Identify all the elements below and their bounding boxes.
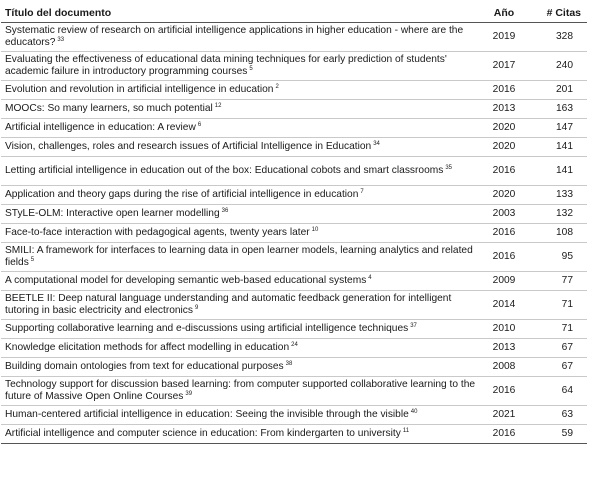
reference-number: 5 bbox=[249, 66, 253, 72]
cites-cell: 95 bbox=[527, 243, 587, 272]
document-title-cell bbox=[1, 272, 481, 291]
document-title-cell bbox=[1, 81, 481, 100]
document-title-cell bbox=[1, 224, 481, 243]
document-title-cell bbox=[1, 358, 481, 377]
cites-cell: 141 bbox=[527, 138, 587, 157]
cites-cell: 240 bbox=[527, 52, 587, 81]
cites-cell: 59 bbox=[527, 425, 587, 444]
reference-number: 40 bbox=[410, 409, 418, 415]
year-cell: 2013 bbox=[481, 339, 527, 358]
reference-number: 24 bbox=[291, 342, 298, 348]
document-title: Face-to-face interaction with pedagogical agents, twenty years later bbox=[5, 227, 310, 238]
reference-number: 9 bbox=[195, 305, 199, 311]
year-cell: 2016 bbox=[481, 377, 527, 406]
header-title: Título del documento bbox=[1, 4, 481, 23]
document-title-cell bbox=[1, 291, 481, 320]
table-row bbox=[1, 358, 587, 377]
reference-number: 39 bbox=[185, 391, 193, 397]
year-cell: 2017 bbox=[481, 52, 527, 81]
year-cell: 2020 bbox=[481, 186, 527, 205]
year-cell: 2016 bbox=[481, 81, 527, 100]
year-cell: 2016 bbox=[481, 425, 527, 444]
cites-cell: 108 bbox=[527, 224, 587, 243]
reference-number: 6 bbox=[197, 122, 202, 128]
document-title-cell bbox=[1, 377, 481, 406]
document-title: Technology support for discussion based learning: from computer supported collaborative learning to the future of Massive Open Online Courses bbox=[5, 379, 476, 402]
document-title-cell bbox=[1, 406, 481, 425]
table-row bbox=[1, 377, 587, 406]
cites-cell: 147 bbox=[527, 119, 587, 138]
table-row bbox=[1, 243, 587, 272]
year-cell: 2008 bbox=[481, 358, 527, 377]
cites-cell: 133 bbox=[527, 186, 587, 205]
document-title: Artificial intelligence in education: A review bbox=[5, 122, 196, 133]
header-row bbox=[1, 4, 587, 23]
document-title: MOOCs: So many learners, so much potential bbox=[5, 103, 213, 114]
document-title: Application and theory gaps during the rise of artificial intelligence in education bbox=[5, 189, 359, 200]
document-title: Building domain ontologies from text for educational purposes bbox=[5, 361, 284, 372]
table-header bbox=[1, 4, 587, 23]
table-row bbox=[1, 81, 587, 100]
reference-number: 37 bbox=[410, 323, 417, 329]
table-body bbox=[1, 23, 587, 444]
year-cell: 2021 bbox=[481, 406, 527, 425]
document-title: Supporting collaborative learning and e-discussions using artificial intelligence techniques bbox=[5, 323, 409, 334]
table-row bbox=[1, 23, 587, 52]
reference-number: 36 bbox=[221, 208, 229, 214]
document-title-cell bbox=[1, 23, 481, 52]
document-title-cell bbox=[1, 425, 481, 444]
header-year: Año bbox=[481, 4, 527, 23]
document-title: STyLE-OLM: Interactive open learner modelling bbox=[5, 208, 220, 219]
cites-cell: 63 bbox=[527, 406, 587, 425]
reference-number: 33 bbox=[57, 37, 65, 43]
year-cell: 2003 bbox=[481, 205, 527, 224]
document-title-cell bbox=[1, 243, 481, 272]
document-title-cell bbox=[1, 339, 481, 358]
cites-cell: 77 bbox=[527, 272, 587, 291]
cites-cell: 71 bbox=[527, 291, 587, 320]
cites-cell: 67 bbox=[527, 358, 587, 377]
document-title-cell bbox=[1, 119, 481, 138]
year-cell: 2016 bbox=[481, 243, 527, 272]
document-title: Knowledge elicitation methods for affect modelling in education bbox=[5, 342, 290, 353]
reference-number: 10 bbox=[311, 227, 319, 233]
year-cell: 2013 bbox=[481, 100, 527, 119]
document-title: Letting artificial intelligence in education out of the box: Educational cobots and smart classrooms bbox=[5, 165, 444, 176]
reference-number: 35 bbox=[445, 165, 452, 171]
document-title: Systematic review of research on artificial intelligence applications in higher education - where are the educators? bbox=[5, 25, 464, 48]
cites-cell: 67 bbox=[527, 339, 587, 358]
document-title-cell bbox=[1, 100, 481, 119]
cites-cell: 328 bbox=[527, 23, 587, 52]
table-row bbox=[1, 272, 587, 291]
table-row bbox=[1, 320, 587, 339]
document-title-cell bbox=[1, 186, 481, 205]
cites-cell: 201 bbox=[527, 81, 587, 100]
document-title-cell bbox=[1, 138, 481, 157]
year-cell: 2019 bbox=[481, 23, 527, 52]
cites-cell: 132 bbox=[527, 205, 587, 224]
cites-cell: 163 bbox=[527, 100, 587, 119]
reference-number: 4 bbox=[368, 275, 372, 281]
document-title: A computational model for developing semantic web-based educational systems bbox=[5, 275, 367, 286]
table-row bbox=[1, 138, 587, 157]
document-title: Evaluating the effectiveness of educational data mining techniques for early prediction of students' academic failure in introductory programming courses bbox=[5, 54, 447, 77]
document-title-cell bbox=[1, 52, 481, 81]
document-title-cell bbox=[1, 157, 481, 186]
table-row bbox=[1, 291, 587, 320]
reference-number: 38 bbox=[285, 361, 293, 367]
year-cell: 2014 bbox=[481, 291, 527, 320]
cites-cell: 141 bbox=[527, 157, 587, 186]
reference-number: 2 bbox=[275, 84, 279, 90]
document-title: Evolution and revolution in artificial intelligence in education bbox=[5, 84, 274, 95]
table-row bbox=[1, 425, 587, 444]
reference-number: 34 bbox=[373, 141, 380, 147]
table-row bbox=[1, 52, 587, 81]
document-title-cell bbox=[1, 205, 481, 224]
reference-number: 5 bbox=[30, 257, 35, 263]
document-title: Artificial intelligence and computer science in education: From kindergarten to university bbox=[5, 428, 401, 439]
header-cites: # Citas bbox=[527, 4, 587, 23]
document-title: BEETLE II: Deep natural language understanding and automatic feedback generation for intelligent tutoring in basic electricity and electronics bbox=[5, 293, 452, 316]
table-row bbox=[1, 339, 587, 358]
table-row bbox=[1, 205, 587, 224]
table-row bbox=[1, 186, 587, 205]
table-row bbox=[1, 100, 587, 119]
table-row bbox=[1, 224, 587, 243]
reference-number: 12 bbox=[214, 103, 222, 109]
document-title: SMILI: A framework for interfaces to learning data in open learner models, learning analytics and related fields bbox=[5, 245, 473, 268]
year-cell: 2020 bbox=[481, 138, 527, 157]
year-cell: 2016 bbox=[481, 157, 527, 186]
document-citations-table bbox=[1, 4, 587, 444]
year-cell: 2010 bbox=[481, 320, 527, 339]
year-cell: 2020 bbox=[481, 119, 527, 138]
year-cell: 2009 bbox=[481, 272, 527, 291]
cites-cell: 71 bbox=[527, 320, 587, 339]
year-cell: 2016 bbox=[481, 224, 527, 243]
cites-cell: 64 bbox=[527, 377, 587, 406]
document-title: Human-centered artificial intelligence in education: Seeing the invisible through the visible bbox=[5, 409, 409, 420]
table-row bbox=[1, 406, 587, 425]
table-row bbox=[1, 119, 587, 138]
document-title-cell bbox=[1, 320, 481, 339]
table-row bbox=[1, 157, 587, 186]
reference-number: 11 bbox=[402, 428, 410, 434]
document-title: Vision, challenges, roles and research issues of Artificial Intelligence in Education bbox=[5, 141, 372, 152]
reference-number: 7 bbox=[360, 189, 364, 195]
